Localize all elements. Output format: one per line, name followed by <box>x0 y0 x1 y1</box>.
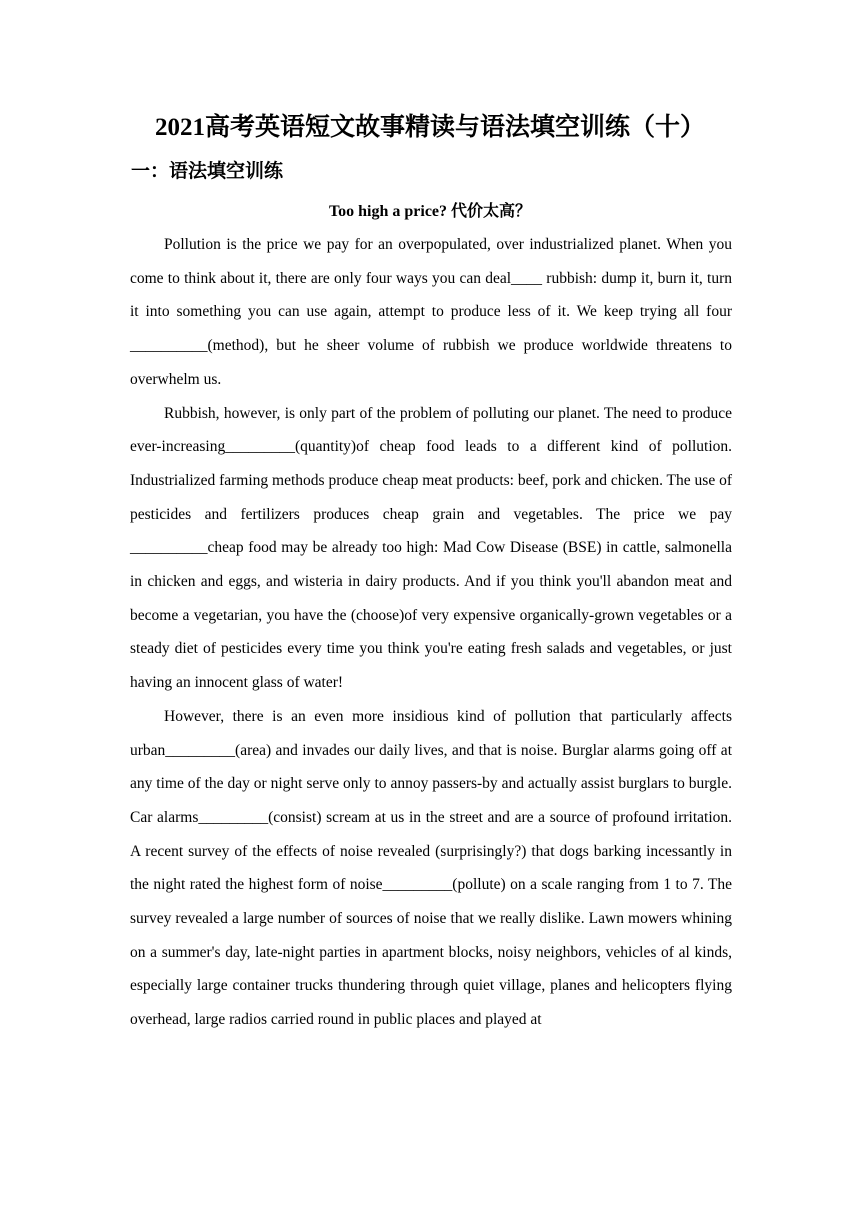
paragraph-2: Rubbish, however, is only part of the problem of polluting our planet. The need to produce ever-increasing_________(quantity)of cheap food leads to a different kind of pollution. Industrialized farming methods produce cheap meat products: beef, pork and chicken. The use of pesticides and fertilizers produces cheap grain and vegetables. The price we pay __________cheap food may be already too high: Mad Cow Disease (BSE) in cattle, salmonella in chicken and eggs, and wisteria in dairy products. And if you think you'll abandon meat and become a vegetarian, you have the (choose)of very expensive organically-grown vegetables or a steady diet of pesticides every time you think you're eating fresh salads and vegetables, or just having an innocent glass of water! <box>130 404 732 692</box>
paragraph-1: Pollution is the price we pay for an overpopulated, over industrialized planet. When you come to think about it, there are only four ways you can deal____ rubbish: dump it, burn it, turn it into something you can use again, attempt to produce less of it. We keep trying all four __________(method), but he sheer volume of rubbish we produce worldwide threatens to overwhelm us. <box>130 236 732 388</box>
passage-body <box>130 228 732 1037</box>
passage-title: Too high a price? 代价太高？ <box>328 203 532 220</box>
section-heading: 一：语法填空训练 <box>131 161 284 182</box>
document-title: 2021高考英语短文故事精读与语法填空训练（十） <box>154 114 705 141</box>
paragraph-3: However, there is an even more insidious kind of pollution that particularly affects urban_________(area) and invades our daily lives, and that is noise. Burglar alarms going off at any time of the day or night serve only to annoy passers-by and actually assist burglars to burgle. Car alarms_________(consist) scream at us in the street and are a source of profound irritation. A recent survey of the effects of noise revealed (surprisingly?) that dogs barking incessantly in the night rated the highest form of noise_________(pollute) on a scale ranging from 1 to 7. The survey revealed a large number of sources of noise that we really dislike. Lawn mowers whining on a summer's day, late-night parties in apartment blocks, noisy neighbors, vehicles of al kinds, especially large container trucks thundering through quiet village, planes and helicopters flying overhead, large radios carried round in public places and played at <box>130 707 732 1029</box>
